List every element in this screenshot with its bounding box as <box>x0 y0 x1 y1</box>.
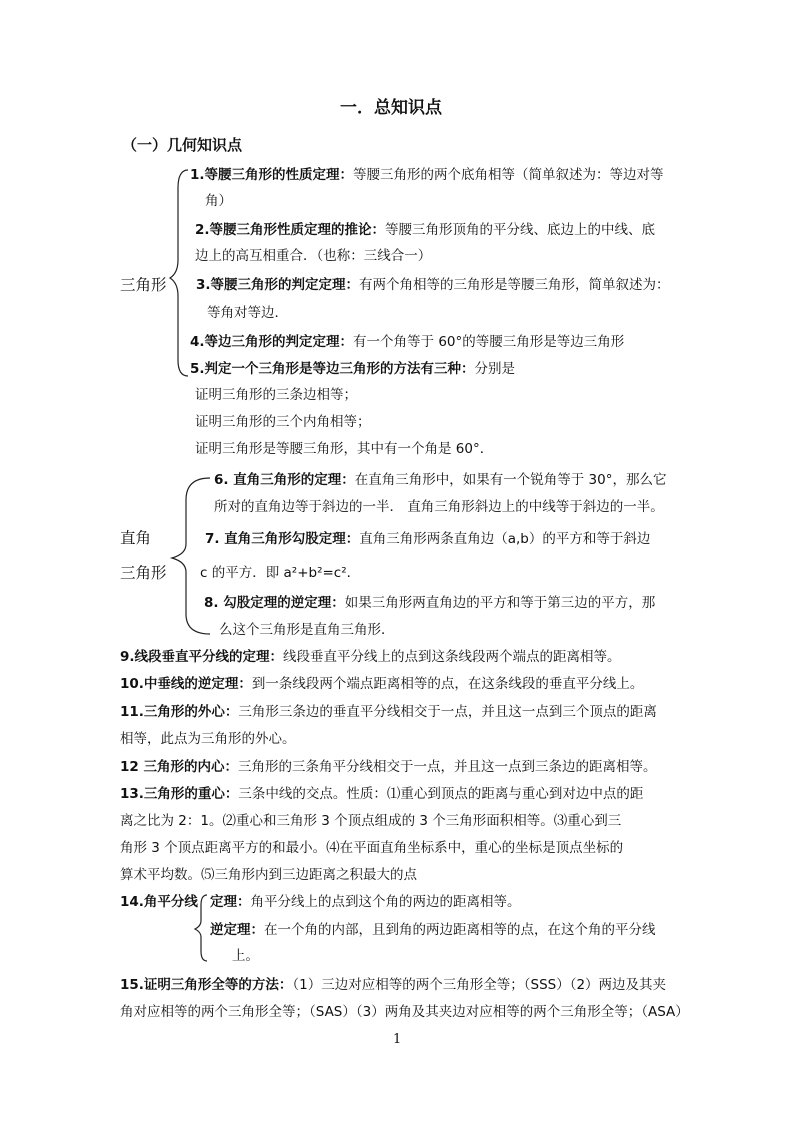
page-title: 一．总知识点 <box>340 98 442 118</box>
item-12-head: 12 三角形的内心： <box>120 759 238 775</box>
method-3: 证明三角形是等腰三角形，其中有一个角是 60°． <box>195 441 494 457</box>
page-number: 1 <box>393 1032 402 1047</box>
item-6 <box>214 470 666 490</box>
item-13-line-4: 算术平均数。⑸三角形内到三边距离之积最大的点 <box>120 867 417 883</box>
item-15-cont: 角对应相等的两个三角形全等；（SAS）（3）两角及其夹边对应相等的两个三角形全等；（ASA） <box>120 1004 689 1020</box>
item-14-theorem <box>210 892 521 912</box>
item-3-head: 3.等腰三角形的判定定理： <box>196 277 360 293</box>
item-14-converse-head: 逆定理： <box>210 922 264 938</box>
item-4 <box>190 332 624 352</box>
item-14-converse-cont: 上。 <box>232 948 259 964</box>
item-13-line-3: 角形 3 个顶点距离平方的和最小。⑷在平面直角坐标系中，重心的坐标是顶点坐标的 <box>120 840 624 856</box>
section-heading: （一）几何知识点 <box>122 136 243 154</box>
item-7 <box>205 529 650 549</box>
brace-triangle <box>170 168 190 378</box>
item-7-head: 7. 直角三角形勾股定理： <box>205 531 360 547</box>
right-triangle-label-2: 三角形 <box>120 564 167 582</box>
item-7-cont: c 的平方．即 a²+b²=c²． <box>200 565 361 581</box>
item-4-text: 有一个角等于 60°的等腰三角形是等边三角形 <box>353 334 625 350</box>
item-2-text: 等腰三角形顶角的平分线、底边上的中线、底 <box>385 222 656 238</box>
item-3-cont: 等角对等边． <box>207 305 288 321</box>
item-6-head: 6. 直角三角形的定理： <box>214 472 355 488</box>
item-6-cont: 所对的直角边等于斜边的一半． 直角三角形斜边上的中线等于斜边的一半。 <box>214 499 664 515</box>
item-10-head: 10.中垂线的逆定理： <box>120 676 252 692</box>
item-14-converse-text: 在一个角的内部，且到角的两边距离相等的点，在这个角的平分线 <box>264 922 656 938</box>
item-8-cont: 么这个三角形是直角三角形． <box>219 622 395 638</box>
item-12 <box>120 757 657 777</box>
item-2-head: 2.等腰三角形性质定理的推论： <box>195 222 386 238</box>
triangle-label: 三角形 <box>120 276 167 294</box>
item-11-cont: 相等，此点为三角形的外心。 <box>120 731 296 747</box>
item-1 <box>190 165 664 185</box>
item-5 <box>190 359 515 379</box>
item-7-text: 直角三角形两条直角边（a,b）的平方和等于斜边 <box>359 531 651 547</box>
item-15 <box>120 975 666 995</box>
item-12-text: 三角形的三条角平分线相交于一点，并且这一点到三条边的距离相等。 <box>238 759 657 775</box>
item-9 <box>120 647 621 667</box>
item-14-label: 14.角平分线 <box>120 894 198 910</box>
brace-angle-bisector <box>195 893 209 963</box>
item-13-head: 13.三角形的重心： <box>120 786 239 802</box>
item-1-head: 1.等腰三角形的性质定理： <box>190 167 354 183</box>
item-11 <box>120 702 657 722</box>
item-6-text: 在直角三角形中，如果有一个锐角等于 30°，那么它 <box>354 472 667 488</box>
item-9-text: 线段垂直平分线上的点到这条线段两个端点的距离相等。 <box>283 649 621 665</box>
item-15-head: 15.证明三角形全等的方法： <box>120 977 293 993</box>
right-triangle-label-1: 直角 <box>120 529 152 547</box>
item-13-text: 三条中线的交点。性质：⑴重心到顶点的距离与重心到对边中点的距 <box>238 786 644 802</box>
item-13-line-2: 离之比为 2：1。⑵重心和三角形 3 个顶点组成的 3 个三角形面积相等。⑶重心到三 <box>120 813 622 829</box>
item-1-cont: 角） <box>205 193 232 209</box>
item-14-theorem-head: 定理： <box>210 894 251 910</box>
item-1-text: 等腰三角形的两个底角相等（简单叙述为：等边对等 <box>353 167 664 183</box>
item-8-text: 如果三角形两直角边的平方和等于第三边的平方，那 <box>344 595 656 611</box>
item-5-head: 5.判定一个三角形是等边三角形的方法有三种： <box>190 361 475 377</box>
item-11-text: 三角形三条边的垂直平分线相交于一点，并且这一点到三个顶点的距离 <box>238 704 657 720</box>
item-4-head: 4.等边三角形的判定定理： <box>190 334 354 350</box>
item-10 <box>120 674 643 694</box>
method-2: 证明三角形的三个内角相等； <box>195 414 371 430</box>
item-2-cont: 边上的高互相重合．（也称：三线合一） <box>195 248 432 264</box>
item-11-head: 11.三角形的外心： <box>120 704 239 720</box>
item-8 <box>204 593 655 613</box>
item-9-head: 9.线段垂直平分线的定理： <box>120 649 284 665</box>
item-14-converse <box>210 920 656 940</box>
method-1: 证明三角形的三条边相等； <box>195 387 357 403</box>
item-13 <box>120 784 643 804</box>
item-14-theorem-text: 角平分线上的点到这个角的两边的距离相等。 <box>250 894 521 910</box>
item-2 <box>195 220 655 240</box>
item-3 <box>196 275 670 295</box>
item-3-text: 有两个角相等的三角形是等腰三角形，简单叙述为： <box>359 277 670 293</box>
item-10-text: 到一条线段两个端点距离相等的点，在这条线段的垂直平分线上。 <box>251 676 644 692</box>
item-5-text: 分别是 <box>474 361 516 377</box>
item-15-text: （1）三边对应相等的两个三角形全等；（SSS）（2）两边及其夹 <box>292 977 667 993</box>
item-8-head: 8. 勾股定理的逆定理： <box>204 595 345 611</box>
